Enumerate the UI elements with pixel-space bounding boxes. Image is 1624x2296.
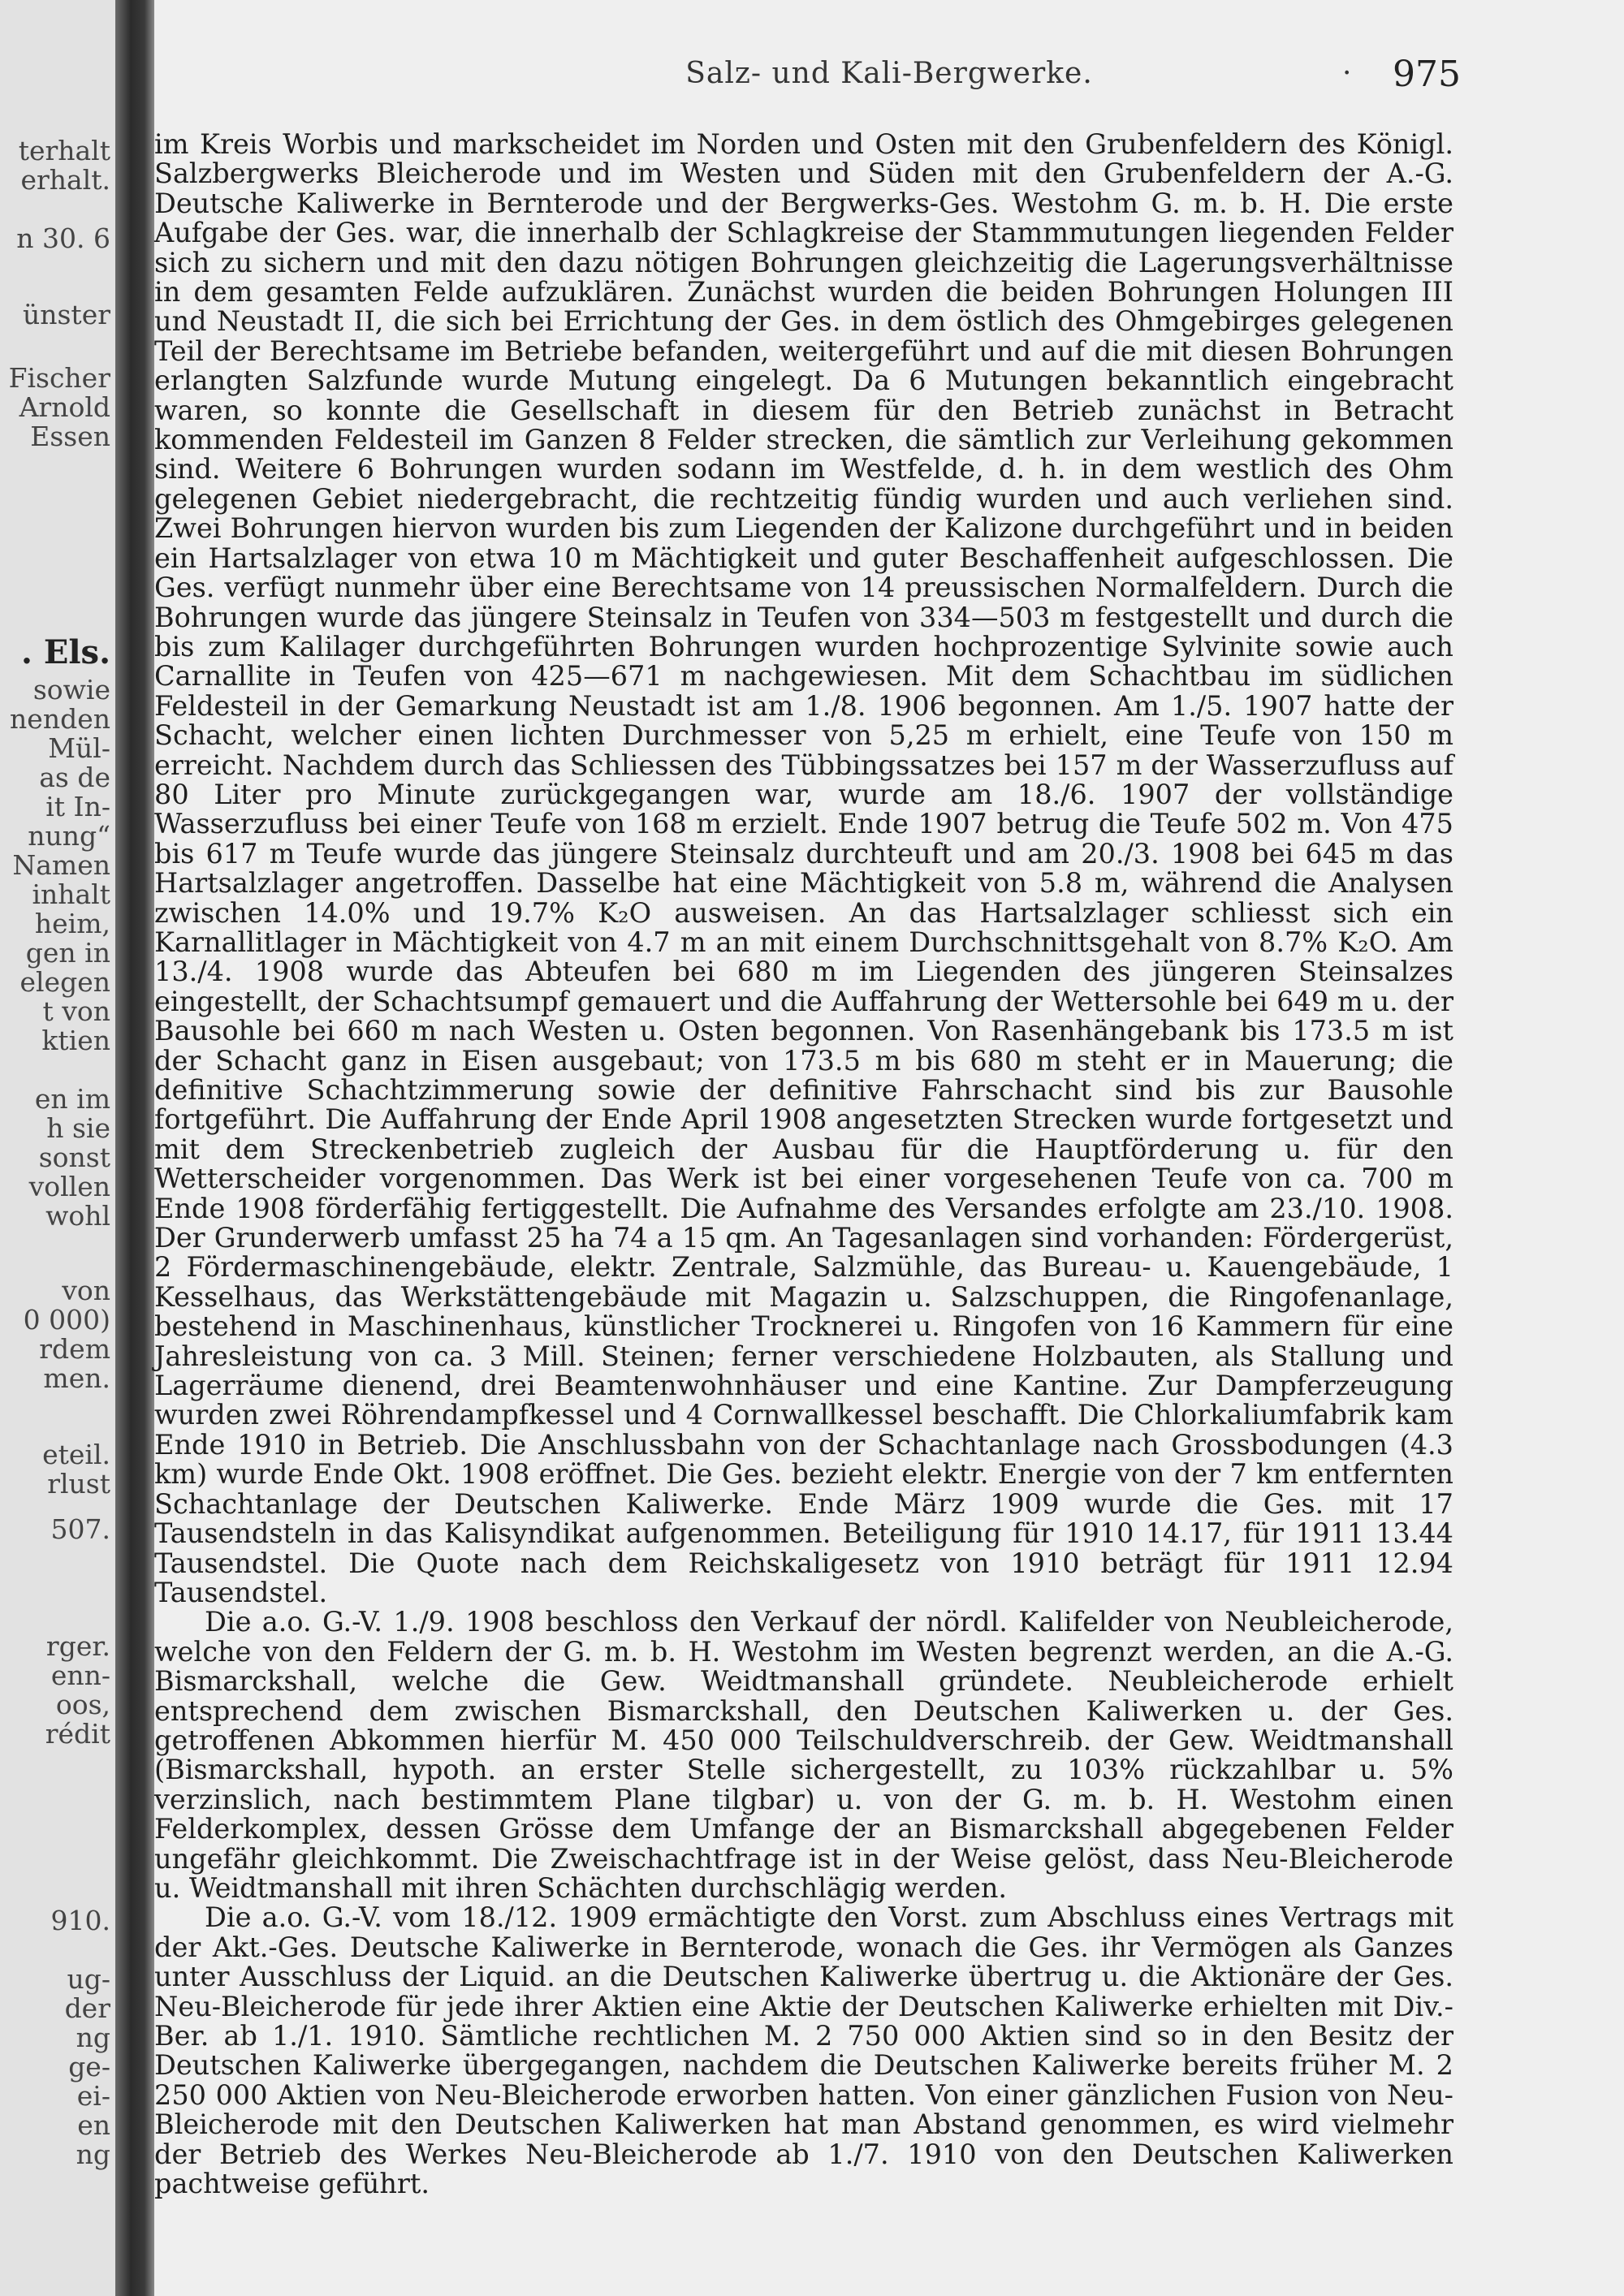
left-fragment: gen in — [25, 937, 110, 969]
left-fragment: wohl — [45, 1200, 110, 1232]
left-fragment: enn- — [50, 1659, 110, 1691]
left-fragment: Namen — [12, 849, 110, 881]
left-fragment: as de — [39, 762, 110, 793]
left-fragment: sonst — [38, 1142, 110, 1173]
left-fragment: heim, — [34, 908, 110, 939]
left-fragment: ei- — [76, 2080, 110, 2112]
left-fragment: Fischer — [8, 362, 110, 394]
left-fragment: 910. — [50, 1905, 110, 1936]
left-fragment: en — [77, 2109, 110, 2141]
left-fragment: sowie — [32, 674, 110, 706]
left-fragment: Essen — [30, 421, 110, 452]
paragraph: Die a.o. G.-V. vom 18./12. 1909 ermächtigte den Vorst. zum Abschluss eines Vertrags mit der Akt.-Ges. Deutsche Kaliwerke in Bernterode, wonach die Ges. ihr Vermögen als Ganzes unter Ausschluss der Liquid. an die Deutschen Kaliwerke übertrug u. die Aktionäre der Ges. Neu-Bleicherode für jede ihrer Aktien eine Aktie der Deutschen Kaliwerke erhielten mit Div.-Ber. ab 1./1. 1910. Sämtliche rechtlichen M. 2 750 000 Aktien sind so in den Besitz der Deutschen Kaliwerke übergegangen, nachdem die Deutschen Kaliwerke bereits früher M. 2 250 000 Aktien von Neu-Bleicherode erworben hatten. Von einer gänzlichen Fusion von Neu-Bleicherode mit den Deutschen Kaliwerken hat man Abstand genommen, es wird vielmehr der Betrieb des Werkes Neu-Bleicherode ab 1./7. 1910 von den Deutschen Kaliwerken pachtweise geführt. — [154, 1901, 1453, 2200]
left-fragment: vollen — [28, 1171, 110, 1202]
left-fragment: nung“ — [28, 820, 110, 852]
left-fragment: oos, — [55, 1689, 110, 1720]
book-gutter — [115, 0, 154, 2296]
left-fragment: von — [62, 1275, 110, 1306]
left-fragment: Mül- — [48, 732, 110, 764]
left-fragment: ng — [76, 2138, 110, 2170]
left-fragment: it In- — [45, 791, 110, 822]
left-fragment: erhalt. — [20, 164, 110, 196]
left-fragment: rédit — [45, 1718, 110, 1750]
left-fragment: 0 000) — [23, 1304, 110, 1336]
left-fragment: ug- — [67, 1963, 110, 1995]
left-fragment: terhalt — [18, 135, 110, 166]
left-fragment: eteil. — [42, 1439, 110, 1470]
left-fragment: rdem — [39, 1333, 110, 1365]
adjacent-page-strip — [0, 0, 115, 2296]
paragraph: Die a.o. G.-V. 1./9. 1908 beschloss den Verkauf der nördl. Kalifelder von Neubleicherode, welche von den Feldern der G. m. b. H. Westohm im Westen begrenzt werden, an die A.-G. Bismarckshall, welche die Gew. Weidtmanshall gründete. Neubleicherode erhielt entsprechend dem zwischen Bismarckshall, den Deutschen Kaliwerken u. der Ges. getroffenen Abkommen hierfür M. 450 000 Teilschuldverschreib. der Gew. Weidtmanshall (Bismarckshall, hypoth. an erster Stelle sichergestellt, zu 103% rückzahlbar u. 5% verzinslich, nach bestimmtem Plane tilgbar) u. von der G. m. b. H. Westohm einen Felderkomplex, dessen Grösse dem Umfange der an Bismarckshall abgegebenen Felder ungefähr gleichkommt. Die Zweischachtfrage ist in der Weise gelöst, dass Neu-Bleicherode u. Weidtmanshall mit ihren Schächten durchschlägig werden. — [154, 1606, 1453, 1904]
left-fragment: nenden — [10, 703, 110, 735]
paragraph: im Kreis Worbis und markscheidet im Norden und Osten mit den Grubenfeldern des Königl. Salzbergwerks Bleicherode und im Westen und Süden mit den Grubenfeldern der A.-G. Deutsche Kaliwerke in Bernterode und der Bergwerks-Ges. Westohm G. m. b. H. Die erste Aufgabe der Ges. war, die innerhalb der Schlagkreise der Stammmutungen liegenden Felder sich zu sichern und mit den dazu nötigen Bohrungen gleichzeitig die Lagerungsverhältnisse in dem gesamten Felde aufzuklären. Zunächst wurden die beiden Bohrungen Holungen III und Neustadt II, die sich bei Errichtung der Ges. in dem östlich des Ohmgebirges gelegenen Teil der Berechtsame im Betriebe befanden, weitergeführt und auf die mit diesen Bohrungen erlangten Salzfunde wurde Mutung eingelegt. Da 6 Mutungen bekanntlich eingebracht waren, so konnte die Gesellschaft in diesem für den Betrieb zunächst in Betracht kommenden Feldesteil im Ganzen 8 Felder strecken, die sämtlich zur Verleihung gekommen sind. Weitere 6 Bohrungen wurden sodann im Westfelde, d. h. in dem westlich des Ohm gelegenen Gebiet niedergebracht, die rechtzeitig fündig wurden und auch verliehen sind. Zwei Bohrungen hiervon wurden bis zum Liegenden der Kalizone durchgeführt und in beiden ein Hartsalzlager von etwa 10 m Mächtigkeit und guter Beschaffenheit aufgeschlossen. Die Ges. verfügt nunmehr über eine Berechtsame von 14 preussischen Normalfeldern. Durch die Bohrungen wurde das jüngere Steinsalz in Teufen von 334—503 m festgestellt und durch die bis zum Kalilager durchgeführten Bohrungen wurden hochprozentige Sylvinite sowie auch Carnallite in Teufen von 425—671 m nachgewiesen. Mit dem Schachtbau im südlichen Feldesteil in der Gemarkung Neustadt ist am 1./8. 1906 begonnen. Am 1./5. 1907 hatte der Schacht, welcher einen lichten Durchmesser von 5,25 m erhielt, eine Teufe von 150 m erreicht. Nachdem durch das Schliessen des Tübbingssatzes bei 157 m der Wasserzufluss auf 80 Liter pro Minute zurückgegangen war, wurde am 18./6. 1907 der vollständige Wasserzufluss bei einer Teufe von 168 m erzielt. Ende 1907 betrug die Teufe 502 m. Von 475 bis 617 m Teufe wurde das jüngere Steinsalz durchteuft und am 20./3. 1908 bei 645 m das Hartsalzlager angetroffen. Dasselbe hat eine Mächtigkeit von 5.8 m, während die Analysen zwischen 14.0% und 19.7% K₂O ausweisen. An das Hartsalzlager schliesst sich ein Karnallitlager in Mächtigkeit von 4.7 m an mit einem Durchschnittsgehalt von 8.7% K₂O. Am 13./4. 1908 wurde das Abteufen bei 680 m im Liegenden des jüngeren Steinsalzes eingestellt, der Schachtsumpf gemauert und die Auffahrung der Wettersohle bei 649 m u. der Bausohle bei 660 m nach Westen u. Osten begonnen. Von Rasenhängebank bis 173.5 m ist der Schacht ganz in Eisen ausgebaut; von 173.5 m bis 680 m steht er in Mauerung; die definitive Schachtzimmerung sowie der definitive Fahrschacht sind bis zur Bausohle fortgeführt. Die Auffahrung der Ende April 1908 angesetzten Strecken wurde fortgesetzt und mit dem Streckenbetrieb zugleich der Ausbau für die Hauptförderung u. für den Wetterscheider vorgenommen. Das Werk ist bei einer vorgesehenen Teufe von ca. 700 m Ende 1908 förderfähig fertiggestellt. Die Aufnahme des Versandes erfolgte am 23./10. 1908. Der Grunderwerb umfasst 25 ha 74 a 15 qm. An Tagesanlagen sind vorhanden: Fördergerüst, 2 Fördermaschinengebäude, elektr. Zentrale, Salzmühle, das Bureau- u. Kauengebäude, 1 Kesselhaus, das Werkstättengebäude mit Magazin u. Salzschuppen, die Ringofenanlage, bestehend in Maschinenhaus, künstlicher Trocknerei u. Ringofen von 16 Kammern für eine Jahresleistung von ca. 3 Mill. Steinen; ferner verschiedene Holzbauten, als Stallung und Lagerräume dienend, drei Beamtenwohnhäuser und eine Kantine. Zur Dampferzeugung wurden zwei Röhrendampfkessel und 4 Cornwallkessel beschafft. Die Chlorkaliumfabrik kam Ende 1910 in Betrieb. Die Anschlussbahn von der Schachtanlage nach Grossbodungen (4.3 km) wurde Ende Okt. 1908 eröffnet. Die Ges. bezieht elektr. Energie von der 7 km entfernten Schachtanlage der Deutschen Kaliwerke. Ende März 1909 wurde die Ges. mit 17 Tausendsteln in das Kalisyndikat aufgenommen. Beteiligung für 1910 14.17, für 1911 13.44 Tausendstel. Die Quote nach dem Reichskaligesetz von 1910 beträgt für 1911 12.94 Tausendstel. — [154, 128, 1453, 1608]
left-fragment: . Els. — [21, 633, 110, 671]
left-fragment: inhalt — [32, 878, 110, 910]
left-fragment: ünster — [22, 299, 110, 330]
book-page — [154, 0, 1624, 2296]
running-header — [154, 54, 1624, 97]
running-title: Salz- und Kali-Bergwerke. — [685, 57, 1093, 90]
page-number: 975 — [1393, 54, 1461, 95]
left-fragment: rlust — [47, 1468, 110, 1500]
left-fragment: elegen — [19, 966, 110, 998]
header-dot: · — [1342, 57, 1352, 90]
left-fragment: en im — [34, 1083, 110, 1115]
left-fragment: ge- — [68, 2051, 110, 2082]
left-fragment: Arnold — [19, 391, 110, 423]
left-fragment: h sie — [46, 1112, 110, 1144]
left-fragment: n 30. 6 — [16, 222, 110, 254]
left-fragment: 507. — [50, 1513, 110, 1545]
left-fragment: t von — [42, 995, 110, 1027]
left-fragment: ktien — [41, 1025, 110, 1056]
left-fragment: men. — [43, 1362, 110, 1394]
left-fragment: rger. — [45, 1630, 110, 1662]
left-fragment: der — [64, 1992, 110, 2024]
body-text — [154, 130, 1453, 2199]
left-fragment: ng — [76, 2022, 110, 2053]
